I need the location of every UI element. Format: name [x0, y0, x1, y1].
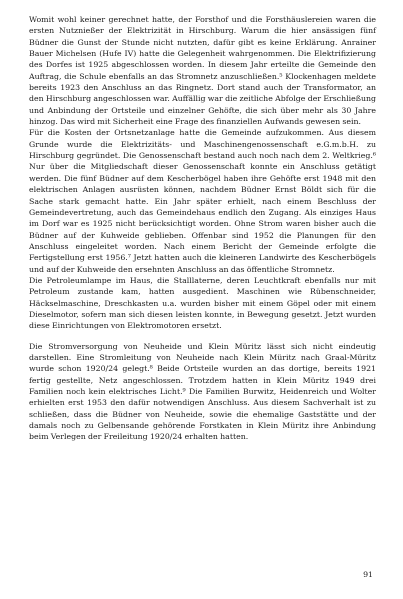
- page-number: 91: [363, 570, 373, 579]
- document-body: [29, 14, 376, 443]
- section-gap: [29, 332, 376, 341]
- paragraph-cooperative: Für die Kosten der Ortsnetzanlage hatte die Gemeinde aufzukommen. Aus diesem Grunde wurde die Elektrizitäts- und Maschinengenossenschaft e.G.m.b.H. zu Hirschburg gegründet. Die Genossenschaft bestand auch noch nach dem 2. Weltkrieg.⁶ Nur über die Mitgliedschaft dieser Genossenschaft konnte ein Anschluss getätigt werden. Die fünf Büdner auf dem Kescherbögel haben ihre Gehöfte erst 1948 mit den elektrischen Anlagen ausrüsten können, nachdem Büdner Ernst Böldt sich für die Sache stark gemacht hatte. Ein Jahr später erhielt, nach einem Beschluss der Gemeindevertretung, auch das Gemeindehaus endlich den Zugang. Als einziges Haus im Dorf war es 1925 nicht berücksichtigt worden. Ohne Strom waren bisher auch die Büdner auf der Kuhweide geblieben. Offenbar sind 1952 die Planungen für den Anschluss eingeleitet worden. Nach einem Bericht der Gemeinde erfolgte die Fertigstellung erst 1956.⁷ Jetzt hatten auch die kleineren Landwirte des Kescherbögels und auf der Kuhweide den ersehnten Anschluss an das öffentliche Stromnetz.: [29, 128, 376, 274]
- paragraph-neuheide-klein-mueritz: Die Stromversorgung von Neuheide und Klein Müritz lässt sich nicht eindeutig darstellen. Eine Stromleitung von Neuheide nach Klein Müritz nach Graal-Müritz wurde schon 1920/24 gelegt.⁸ Beide Ortsteile wurden an das dortige, bereits 1921 fertig gestellte, Netz angeschlossen. Trotzdem hatten in Klein Müritz 1949 drei Familien noch kein elektrisches Licht.⁹ Die Familien Burwitz, Heidenreich und Wolter erhielten erst 1953 den dafür notwendigen Anschluss. Aus diesem Sachverhalt ist zu schließen, dass die Büdner von Neuheide, sowie die ehemalige Gaststätte und der damals noch zu Gelbensande gehörende Forstkaten in Klein Müritz ihre Anbindung beim Verlegen der Freileitung 1920/24 erhalten hatten.: [29, 341, 376, 442]
- paragraph-petroleum-lamps: Die Petroleumlampe im Haus, die Stalllaterne, deren Leuchtkraft ebenfalls nur mit Petroleum zustande kam, hatten ausgedient. Maschinen wie Rübenschneider, Häckselmaschine, Dreschkasten u.a. wurden bisher mit einem Göpel oder mit einem Dieselmotor, sofern man sich diesen leisten konnte, in Bewegung gesetzt. Jetzt wurden diese Einrichtungen von Elektromotoren ersetzt.: [29, 275, 376, 331]
- paragraph-electrification-history: Womit wohl keiner gerechnet hatte, der Forsthof und die Forsthäuslereien waren die ersten Nutznießer der Elektrizität in Hirschburg. Warum die hier ansässigen fünf Büdner die Gunst der Stunde nicht nutzten, dafür gibt es keine Erklärung. Anrainer Bauer Michelsen (Hufe IV) hatte die Gelegenheit wahrgenommen. Die Elektrifizierung des Dorfes ist 1925 abgeschlossen worden. In diesem Jahr erteilte die Gemeinde den Auftrag, die Schule ebenfalls an das Stromnetz anzuschließen.⁵ Klockenhagen meldete bereits 1923 den Anschluss an das Ringnetz. Dort stand auch der Transformator, an den Hirschburg angeschlossen war. Auffällig war die zeitliche Abfolge der Erschließung und Anbindung der Ortsteile und einzelner Gehöfte, die sich über mehr als 30 Jahre hinzog. Das wird mit Sicherheit eine Frage des finanziellen Aufwands gewesen sein.: [29, 15, 376, 127]
